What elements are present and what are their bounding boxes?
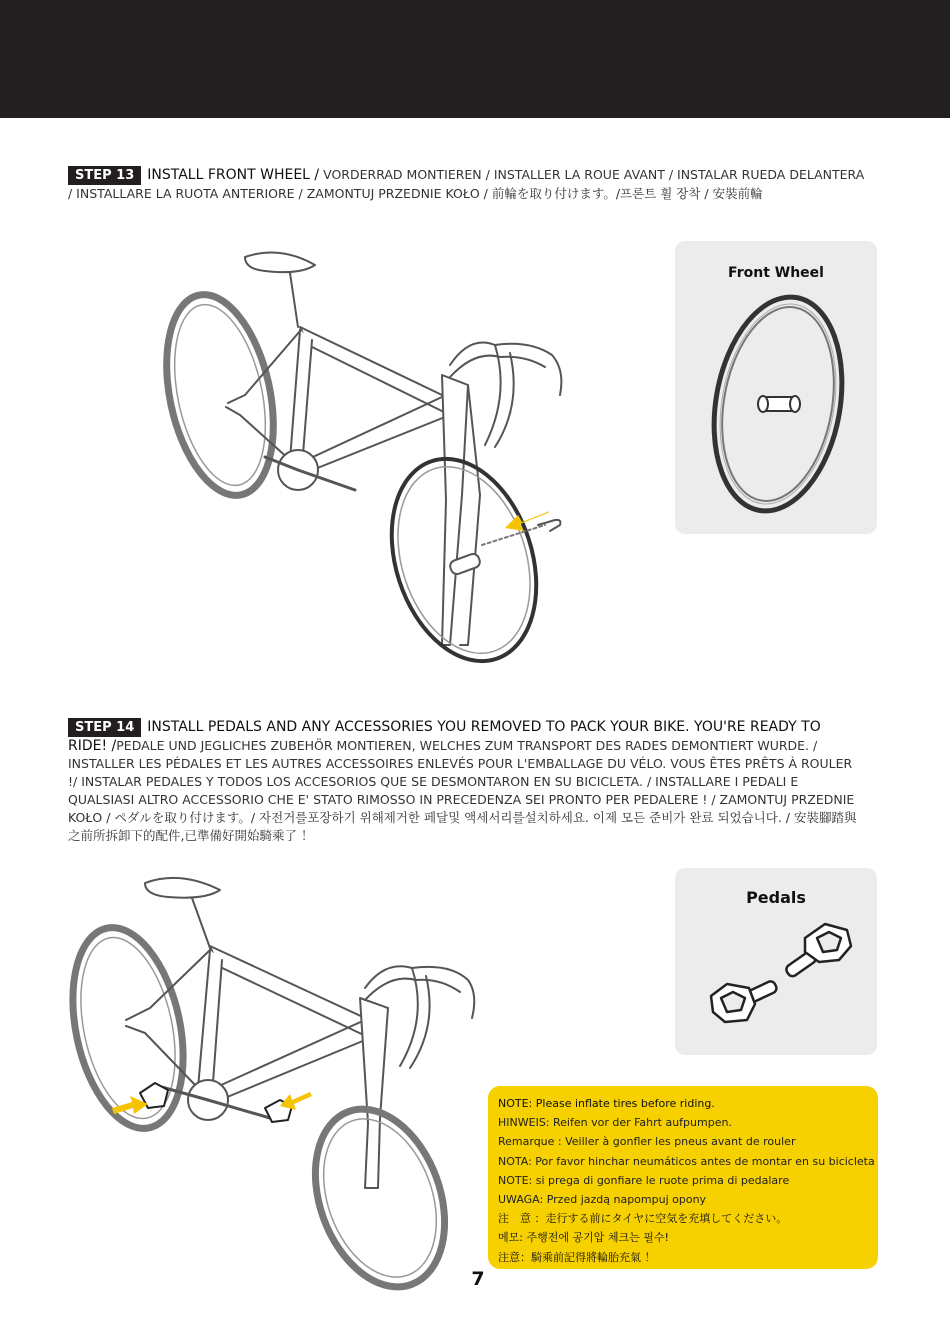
header-bar [0, 0, 950, 118]
front-wheel-panel [675, 241, 877, 534]
note-line-de: HINWEIS: Reifen vor der Fahrt aufpumpen. [498, 1116, 732, 1130]
pedals-panel [675, 868, 877, 1055]
front-wheel-panel-title: Front Wheel [728, 265, 824, 281]
step-14-translations: PEDALE UND JEGLICHES ZUBEHÖR MONTIEREN, WELCHES ZUM TRANSPORT DES RADES DEMONTIERT WURDE. / INSTALLER LES PÉDALES ET LES AUTRES ACCESSOIRES ENLEVÉS POUR L'EMBALLAGE DU VÉLO. VOUS ÊTES PRÊTS À ROULER !/ INSTALAR PEDALES Y TODOS LOS ACCESORIOS QUE SE DESMONTARON EN SU BICICLETA. / INSTALLARE I PEDALI E QUALSIASI ALTRO ACCESSORIO CHE E' STATO RIMOSSO IN PRECEDENZA SEI PRONTO PER PEDALERE ! / ZAMONTUJ PRZEDNIE KOŁO / ペダルを取り付けます。/ 자전거를포장하기 위해제거한 페달및 액세서리를설치하세요. 이제 모든 준비가 완료 되었습니다. / 安裝腳踏與之前所拆卸下的配件,已準備好開始騎乘了 ！ [68, 738, 857, 843]
note-line-es: NOTA: Por favor hinchar neumáticos antes de montar en su bicicleta [498, 1154, 875, 1168]
note-line-ko: 메모: 주행전에 공기압 체크는 필수! [498, 1231, 669, 1245]
front-wheel-icon [703, 289, 853, 519]
pedals-install-illustration [60, 868, 480, 1288]
pedals-icon [705, 918, 865, 1038]
note-line-pl: UWAGA: Przed jazdą napompuj opony [498, 1193, 707, 1207]
note-line-zh: 注意：騎乘前記得將輪胎充氣 ！ [498, 1250, 656, 1264]
note-line-en: NOTE: Please inflate tires before riding. [498, 1097, 715, 1110]
note-line-fr: Remarque : Veiller à gonfler les pneus avant de rouler [498, 1135, 796, 1149]
inflate-tires-note [488, 1086, 878, 1269]
step-13-translations: VORDERRAD MONTIEREN / INSTALLER LA ROUE AVANT / INSTALAR RUEDA DELANTERA / INSTALLARE LA RUOTA ANTERIORE / ZAMONTUJ PRZEDNIE KOŁO / 前輪を取り付けます。/프론트 휠 장착 / 安裝前輪 [68, 167, 865, 201]
step-13-badge: STEP 13 [68, 166, 141, 185]
step-14-title: INSTALL PEDALS AND ANY ACCESSORIES YOU REMOVED TO PACK YOUR BIKE. YOU'RE READY TO RIDE! / [68, 719, 821, 754]
front-wheel-install-illustration [150, 235, 590, 665]
note-line-it: NOTE: si prega di gonfiare le ruote prima di pedalare [498, 1173, 790, 1187]
step-14-instructions [68, 718, 858, 845]
step-13-title: INSTALL FRONT WHEEL / [147, 167, 320, 183]
note-line-ja: 注 意 ：走行する前にタイヤに空気を充填してください。 [498, 1212, 788, 1226]
pedals-panel-title: Pedals [746, 888, 806, 907]
page-number: 7 [471, 1268, 485, 1290]
step-13-instructions [68, 166, 868, 203]
step-14-badge: STEP 14 [68, 718, 141, 737]
